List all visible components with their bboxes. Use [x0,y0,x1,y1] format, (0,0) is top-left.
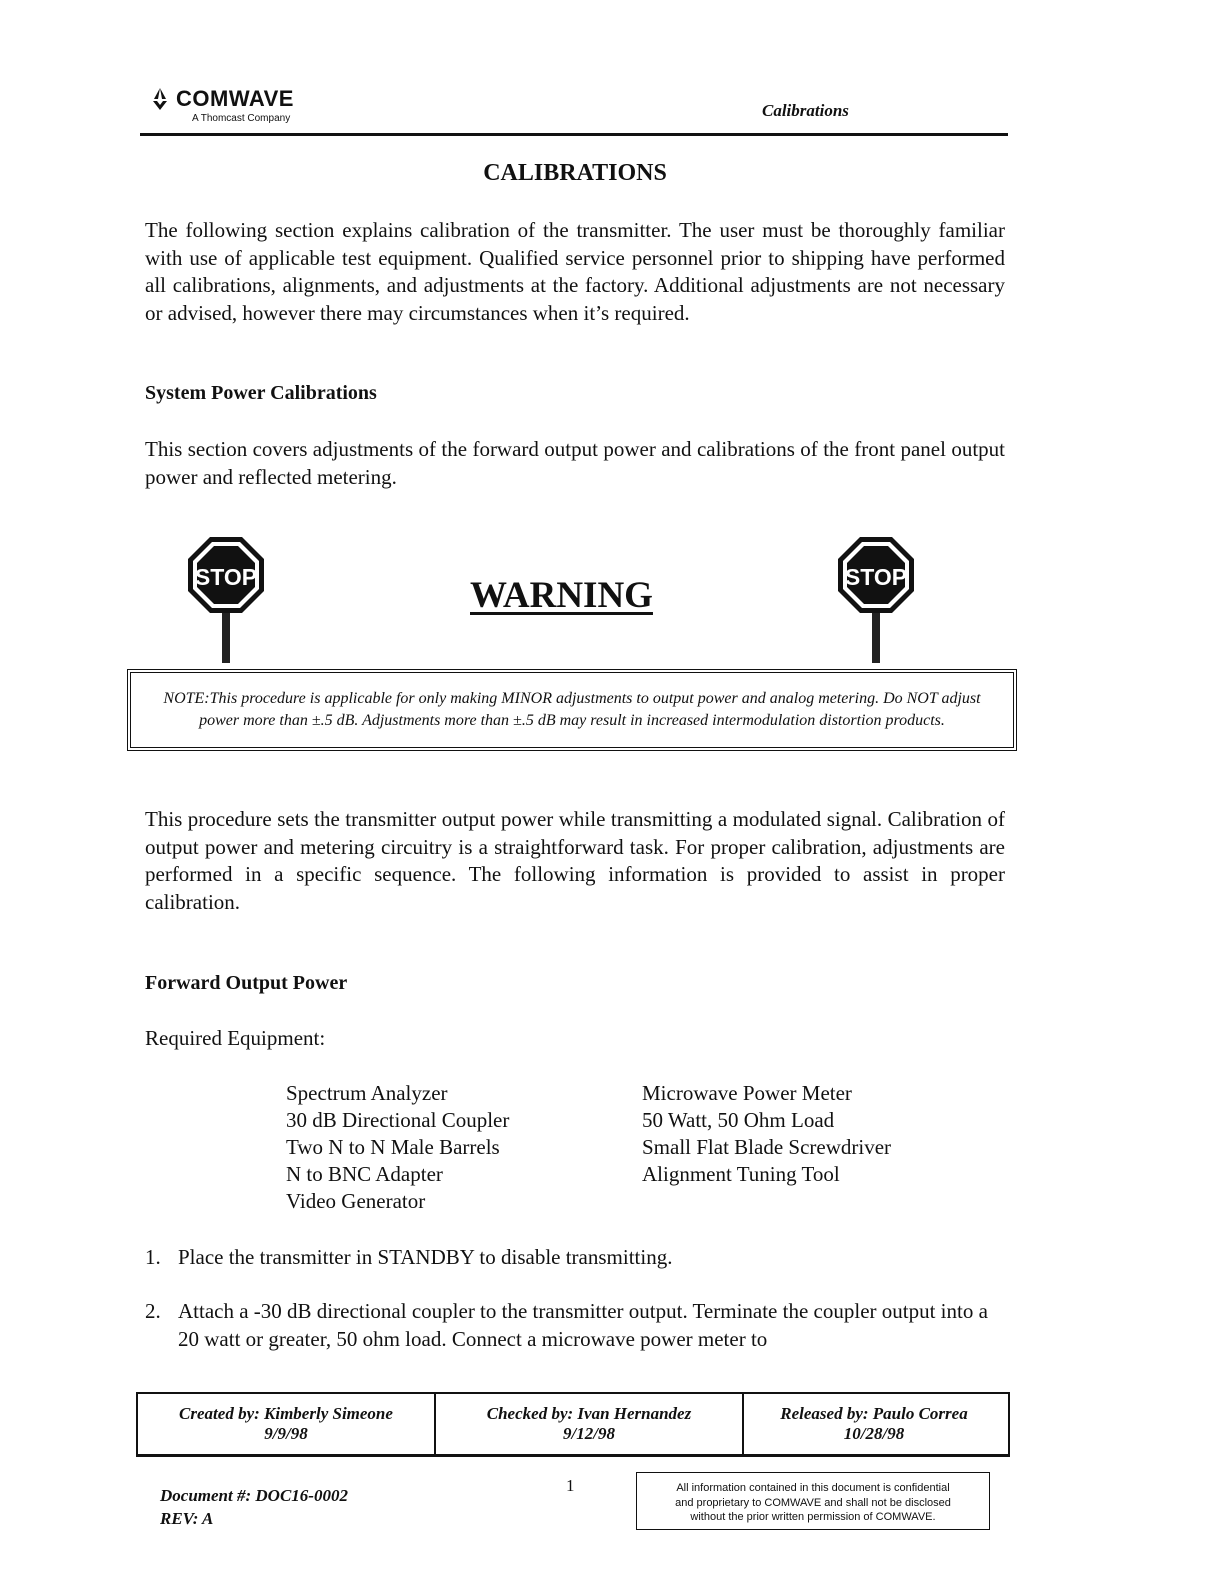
created-date: 9/9/98 [264,1424,308,1443]
warning-label: WARNING [470,575,653,616]
checked-by-label: Checked by: Ivan Hernandez [486,1404,692,1423]
system-power-paragraph: This section covers adjustments of the forward output power and calibrations of the front panel output power and reflected metering. [145,437,1005,489]
document-info [160,1484,348,1530]
confidential-line: All information contained in this document is confidential [676,1482,950,1494]
signoff-table [136,1392,1010,1457]
intro-paragraph: The following section explains calibration of the transmitter. The user must be thoroughly familiar with use of applicable test equipment. Qualified service personnel prior to shipping have performed all calibrations, alignments, and adjustments at the factory. Additional adjustments are not necessary or advised, however there may circumstances when it’s required. [145,218,1005,325]
stop-sign-text: STOP [194,564,258,590]
stop-sign-text: STOP [844,564,908,590]
list-item: Microwave Power Meter [642,1081,852,1105]
step-number: 2. [145,1299,161,1323]
list-item: Two N to N Male Barrels [286,1135,500,1159]
released-by-label: Released by: Paulo Correa [780,1404,968,1423]
equipment-list-left [286,1080,509,1215]
step-number: 1. [145,1245,161,1269]
company-logo [150,86,294,124]
list-item: Small Flat Blade Screwdriver [642,1135,892,1159]
system-power-heading: System Power Calibrations [145,382,377,404]
comwave-logo-icon [150,88,170,110]
logo-tagline: A Thomcast Company [192,113,291,124]
list-item: Alignment Tuning Tool [642,1162,840,1186]
document-number: Document #: DOC16-0002 [160,1486,348,1505]
logo-name: COMWAVE [176,86,294,111]
warning-note-text: NOTE:This procedure is applicable for only making MINOR adjustments to output power and analog metering. Do NOT adjust power more than ±.5 dB. Adjustments more than ±.5 dB may result in increased intermodulation distortion products. [163,690,981,729]
revision: REV: A [160,1509,214,1528]
confidential-line: without the prior written permission of COMWAVE. [690,1511,936,1523]
list-item: Video Generator [286,1189,426,1213]
checked-date: 9/12/98 [563,1424,615,1443]
header-divider [140,133,1008,136]
created-by-label: Created by: Kimberly Simeone [179,1404,393,1423]
step-text: Attach a -30 dB directional coupler to the transmitter output. Terminate the coupler output into a 20 watt or greater, 50 ohm load. Connect a microwave power meter to [178,1299,988,1351]
header-section-label: Calibrations [762,101,849,120]
confidentiality-notice [636,1472,990,1530]
step-1 [145,1244,1005,1272]
list-item: N to BNC Adapter [286,1162,443,1186]
stop-sign-icon [186,535,266,665]
list-item: 50 Watt, 50 Ohm Load [642,1108,835,1132]
list-item: Spectrum Analyzer [286,1081,448,1105]
created-by-cell [138,1394,436,1454]
released-by-cell [744,1394,1004,1454]
released-date: 10/28/98 [843,1424,905,1443]
confidential-line: and proprietary to COMWAVE and shall not be disclosed [675,1496,951,1509]
list-item: 30 dB Directional Coupler [286,1108,510,1132]
step-2 [145,1298,1005,1353]
checked-by-cell [436,1394,744,1454]
equipment-list-right [642,1080,891,1188]
step-text: Place the transmitter in STANDBY to disable transmitting. [178,1245,673,1269]
warning-note-box [130,672,1014,748]
page-title: CALIBRATIONS [483,160,667,186]
page-number: 1 [566,1476,575,1495]
required-equipment-label: Required Equipment: [145,1026,326,1050]
forward-output-heading: Forward Output Power [145,972,348,994]
procedure-paragraph: This procedure sets the transmitter output power while transmitting a modulated signal. Calibration of output power and metering circuitry is a straightforward task. For proper calibration, adjustments are performed in a specific sequence. The following information is provided to assist in proper calibration. [145,807,1005,914]
stop-sign-icon [836,535,916,665]
